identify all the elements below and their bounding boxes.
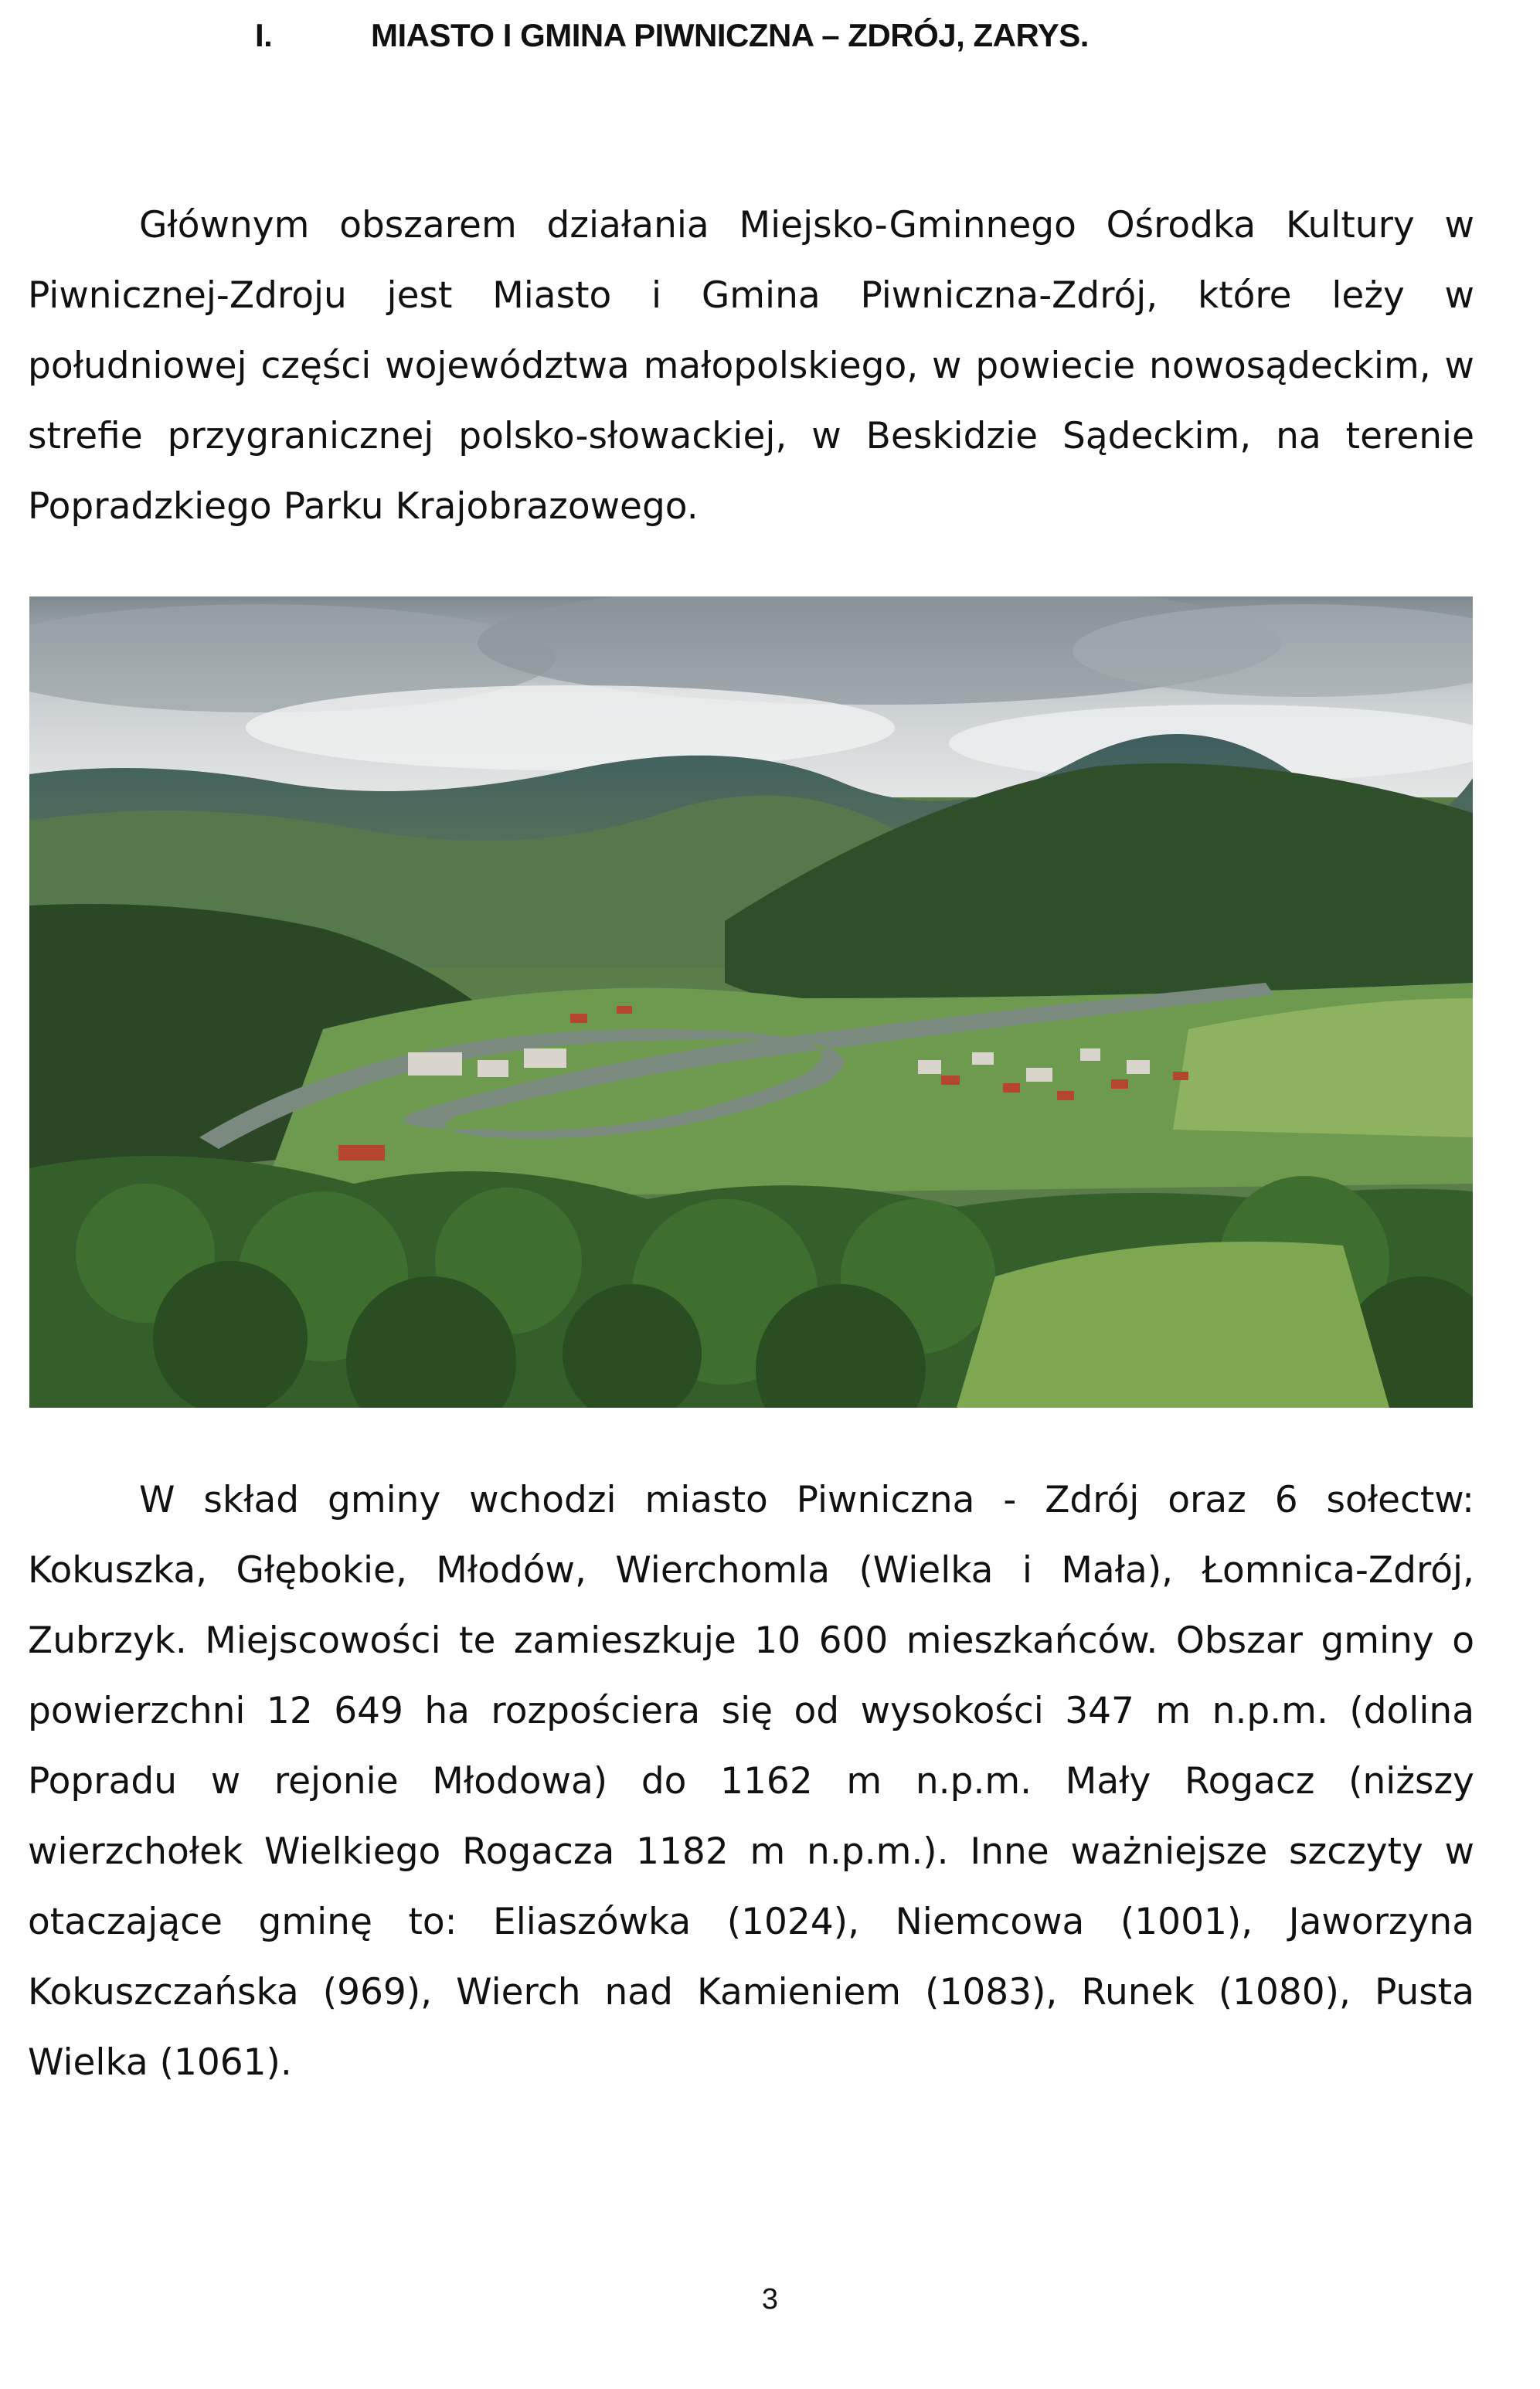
section-heading (255, 17, 1337, 54)
section-number: I. (255, 17, 273, 53)
landscape-photo (29, 596, 1473, 1408)
valley-landscape-illustration (29, 596, 1473, 1408)
section-title: MIASTO I GMINA PIWNICZNA – ZDRÓJ, ZARYS. (371, 17, 1089, 53)
municipality-paragraph: W skład gminy wchodzi miasto Piwniczna - Zdrój oraz 6 sołectw: Kokuszka, Głębokie, Młodów, Wierchomla (Wielka i Mała), Łomnica-Zdrój, Zubrzyk. Miejscowości te zamieszkuje 10 600 mieszkańców. Obszar gminy o powierzchni 12 649 ha rozpościera się od wysokości 347 m n.p.m. (dolina Popradu w rejonie Młodowa) do 1162 m n.p.m. Mały Rogacz (niższy wierzchołek Wielkiego Rogacza 1182 m n.p.m.). Inne ważniejsze szczyty w otaczające gminę to: Eliaszówka (1024), Niemcowa (1001), Jaworzyna Kokuszczańska (969), Wierch nad Kamieniem (1083), Runek (1080), Pusta Wielka (1061). (28, 1479, 1474, 2084)
page-number: 3 (761, 2283, 779, 2316)
intro-paragraph: Głównym obszarem działania Miejsko-Gminnego Ośrodka Kultury w Piwnicznej-Zdroju jest Miasto i Gmina Piwniczna-Zdrój, które leży w południowej części województwa małopolskiego, w powiecie nowosądeckim, w strefie przygranicznej polsko-słowackiej, w Beskidzie Sądeckim, na terenie Popradzkiego Parku Krajobrazowego. (28, 204, 1474, 528)
